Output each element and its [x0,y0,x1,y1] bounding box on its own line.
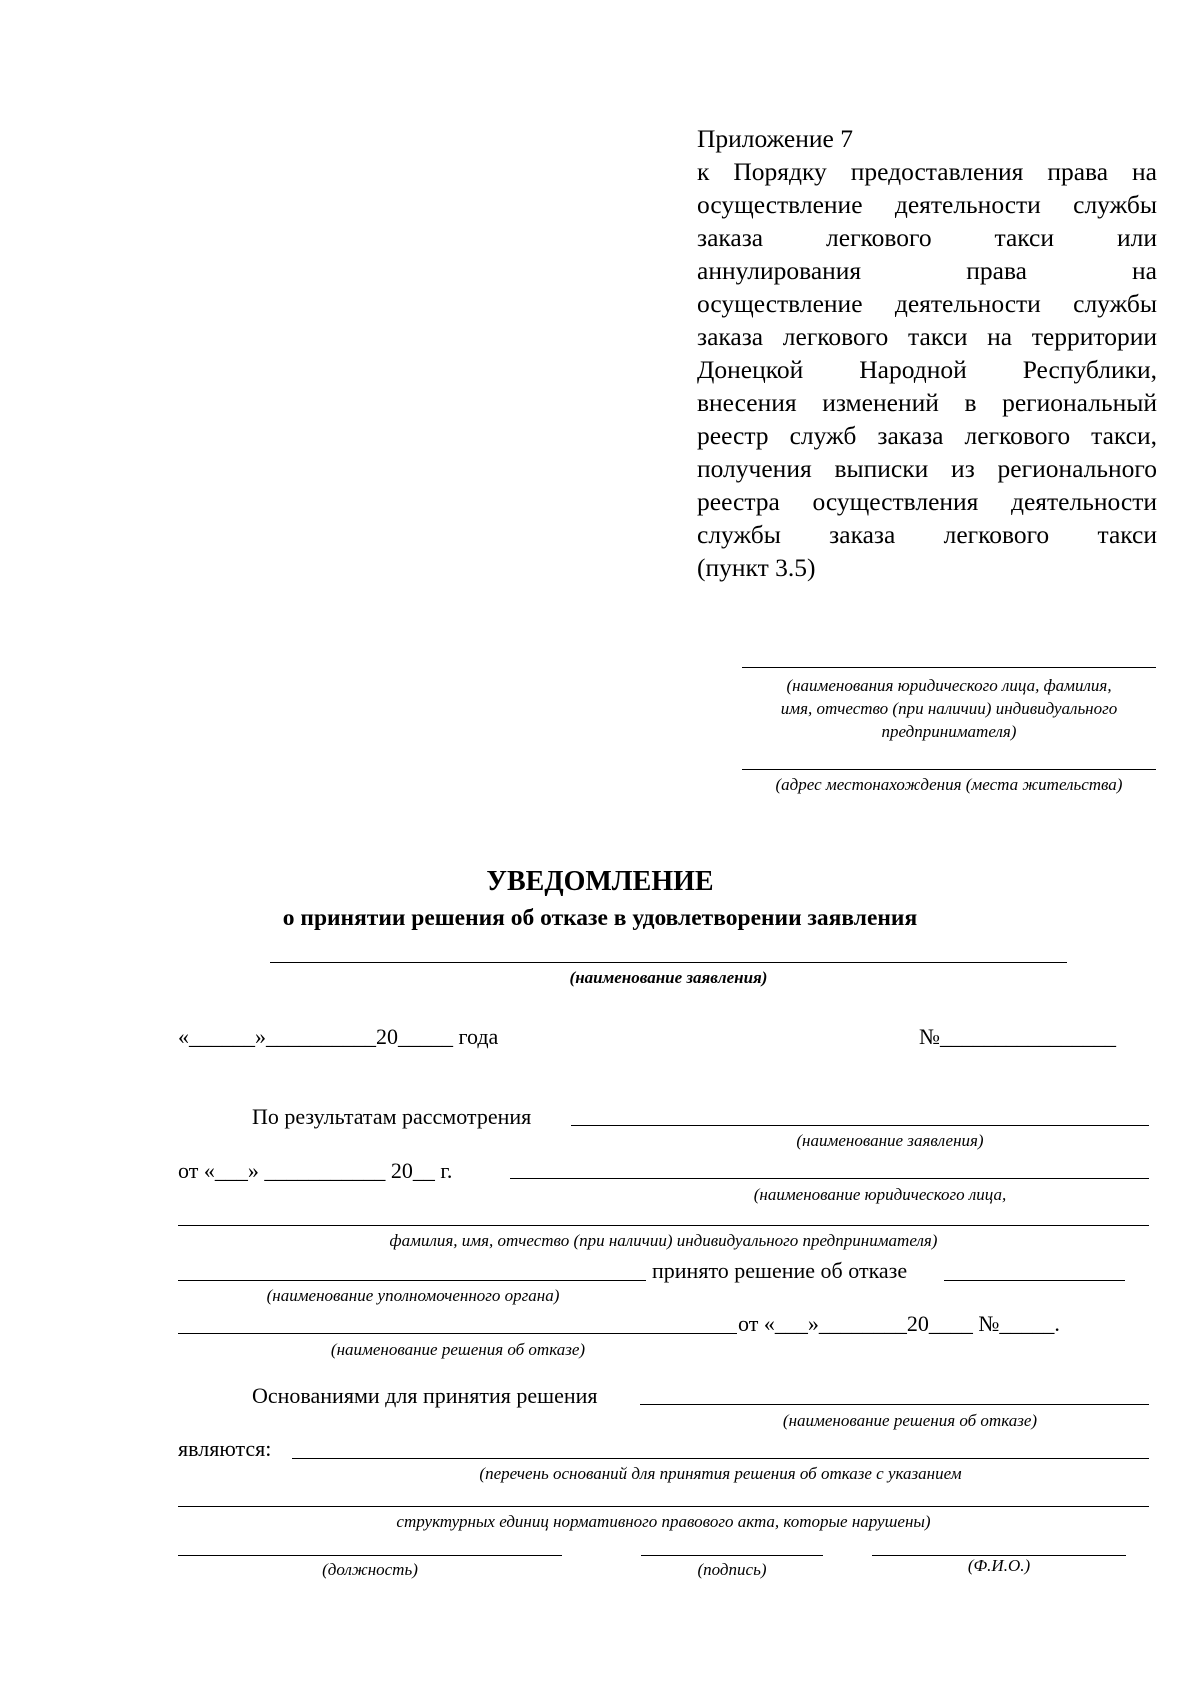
review-results-caption: (наименование заявления) [796,1131,984,1150]
legal-entity-caption: (наименование юридического лица, [753,1185,1007,1204]
appendix-line: (пункт 3.5) [697,553,816,582]
addressee-address-line [742,769,1156,770]
appendix-line: реестр служб заказа легкового такси, [697,421,1157,450]
signature-line [641,1555,823,1556]
appendix-line: к Порядку предоставления права на [697,157,1157,186]
legal-act-caption: структурных единиц нормативного правового акта, которые нарушены) [396,1512,931,1531]
refusal-name-caption: (наименование решения об отказе) [330,1340,586,1359]
appendix-line: заказа легкового такси на территории [697,322,1157,351]
legal-entity-line [510,1178,1149,1179]
refusal-date-number: от «___»________20____ №_____. [738,1311,1060,1336]
position-caption: (должность) [322,1560,418,1579]
addressee-name-line [742,667,1156,668]
appendix-line: реестра осуществления деятельности [697,487,1157,516]
grounds-list-caption: (перечень оснований для принятия решения об отказе с указанием [479,1464,962,1483]
refusal-name-line [178,1333,737,1334]
signature-caption: (подпись) [697,1560,767,1579]
number-field: №________________ [919,1024,1116,1049]
document-subtitle: о принятии решения об отказе в удовлетворении заявления [282,905,918,931]
from-date-label: от «___» ___________ 20__ г. [178,1158,453,1183]
appendix-line: осуществление деятельности службы [697,190,1157,219]
refusal-decision-label: принято решение об отказе [652,1258,908,1283]
entrepreneur-caption: фамилия, имя, отчество (при наличии) индивидуального предпринимателя) [389,1231,938,1250]
position-line [178,1555,562,1556]
appendix-block [697,122,1157,584]
grounds-are-label: являются: [178,1436,272,1461]
entrepreneur-line [178,1225,1149,1226]
appendix-line: заказа легкового такси или [697,223,1157,252]
appendix-line: Донецкой Народной Республики, [697,355,1157,384]
full-name-caption: (Ф.И.О.) [967,1556,1031,1575]
date-field: «______»__________20_____ года [178,1024,499,1049]
review-results-label: По результатам рассмотрения [252,1104,532,1129]
refusal-decision-line [944,1280,1125,1281]
authority-caption: (наименование уполномоченного органа) [266,1286,560,1305]
application-name-line [270,962,1067,963]
grounds-list-line [292,1458,1149,1459]
grounds-label: Основаниями для принятия решения [252,1383,598,1408]
document-title: УВЕДОМЛЕНИЕ [486,866,714,897]
appendix-line: Приложение 7 [697,124,853,153]
appendix-line: получения выписки из регионального [697,454,1157,483]
authority-line [178,1280,646,1281]
grounds-line [640,1404,1149,1405]
addressee-address-caption: (адрес местонахождения (места жительства) [775,775,1123,794]
grounds-caption: (наименование решения об отказе) [782,1411,1038,1430]
appendix-line: осуществление деятельности службы [697,289,1157,318]
appendix-line: службы заказа легкового такси [697,520,1157,549]
review-results-line [571,1125,1149,1126]
appendix-line: внесения изменений в региональный [697,388,1157,417]
application-name-caption: (наименование заявления) [569,968,768,987]
appendix-line: аннулирования права на [697,256,1157,285]
addressee-name-caption: (наименования юридического лица, фамилия, имя, отчество (при наличии) индивидуального предпринимателя) [780,676,1118,741]
legal-act-line [178,1506,1149,1507]
